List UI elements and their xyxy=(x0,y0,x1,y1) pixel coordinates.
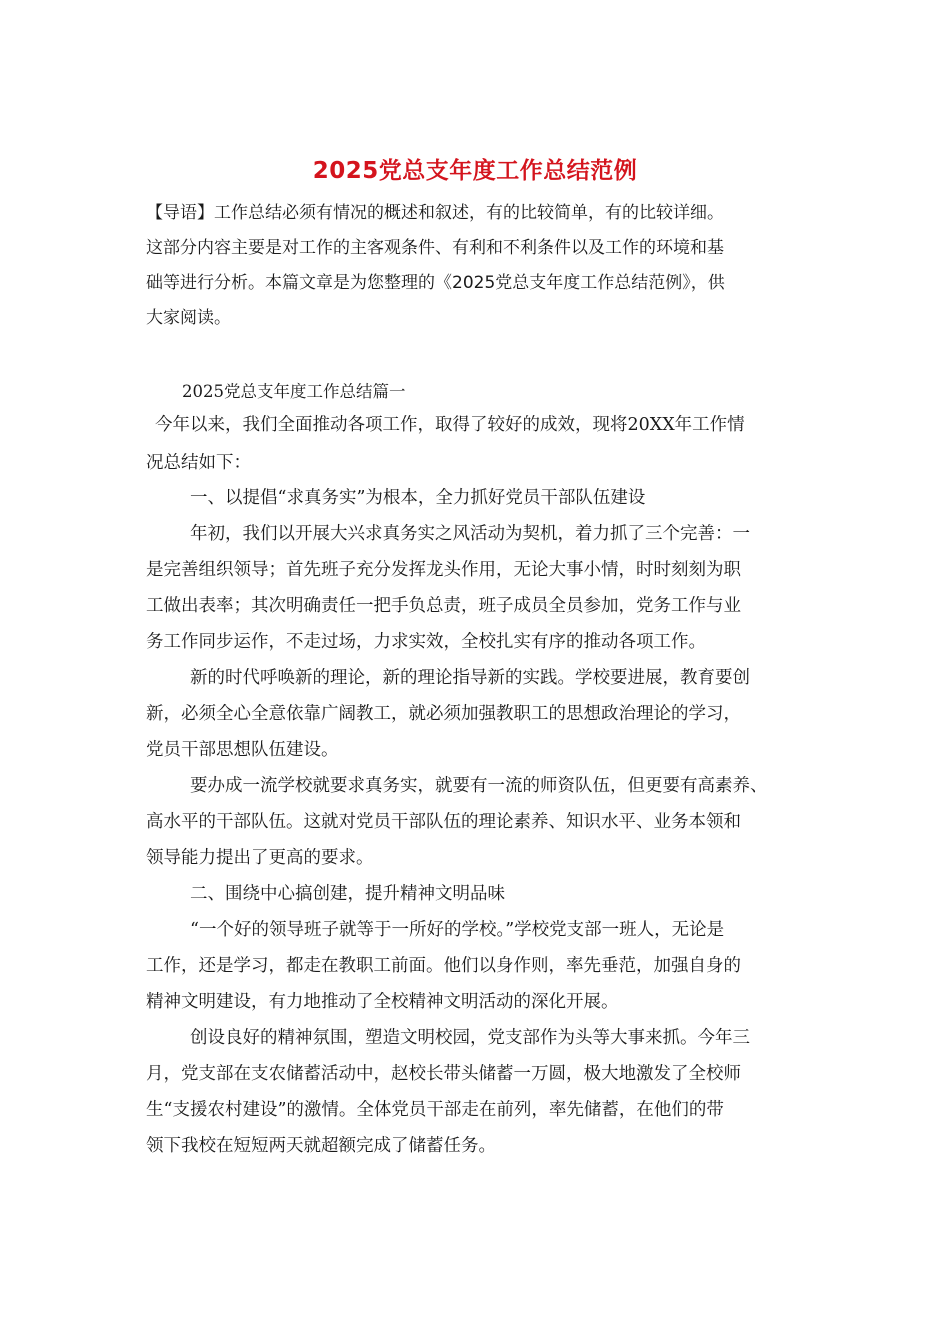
body-line-15: “一个好的领导班子就等于一所好的学校。”学校党支部一班人，无论是 xyxy=(190,920,725,940)
body-line-11: 要办成一流学校就要求真务实，就要有一流的师资队伍，但更要有高素养、 xyxy=(190,776,768,796)
body-line-16: 工作，还是学习，都走在教职工前面。他们以身作则，率先垂范，加强自身的 xyxy=(146,956,741,976)
intro-line-4: 大家阅读。 xyxy=(146,308,231,328)
body-line-12: 高水平的干部队伍。这就对党员干部队伍的理论素养、知识水平、业务本领和 xyxy=(146,812,741,832)
body-line-7: 务工作同步运作，不走过场，力求实效，全校扎实有序的推动各项工作。 xyxy=(146,632,706,652)
body-line-6: 工做出表率；其次明确责任一把手负总责，班子成员全员参加，党务工作与业 xyxy=(146,596,741,616)
body-line-1: 今年以来，我们全面推动各项工作，取得了较好的成效，现将20XX年工作情 xyxy=(155,415,745,435)
body-line-13: 领导能力提出了更高的要求。 xyxy=(146,848,374,868)
body-line-10: 党员干部思想队伍建设。 xyxy=(146,740,339,760)
body-line-9: 新，必须全心全意依靠广阔教工，就必须加强教职工的思想政治理论的学习， xyxy=(146,704,741,724)
body-line-17: 精神文明建设，有力地推动了全校精神文明活动的深化开展。 xyxy=(146,992,619,1012)
intro-line-1: 【导语】工作总结必须有情况的概述和叙述，有的比较简单，有的比较详细。 xyxy=(146,203,724,223)
intro-line-2: 这部分内容主要是对工作的主客观条件、有利和不利条件以及工作的环境和基 xyxy=(146,238,724,258)
body-line-18: 创设良好的精神氛围，塑造文明校园，党支部作为头等大事来抓。今年三 xyxy=(190,1028,750,1048)
subheading-1: 一、以提倡“求真务实”为根本，全力抓好党员干部队伍建设 xyxy=(190,488,646,508)
document-title: 2025党总支年度工作总结范例 xyxy=(312,158,638,184)
body-line-21: 领下我校在短短两天就超额完成了储蓄任务。 xyxy=(146,1136,496,1156)
body-line-8: 新的时代呼唤新的理论，新的理论指导新的实践。学校要进展，教育要创 xyxy=(190,668,750,688)
body-line-5: 是完善组织领导；首先班子充分发挥龙头作用，无论大事小情，时时刻刻为职 xyxy=(146,560,741,580)
body-line-20: 生“支援农村建设”的激情。全体党员干部走在前列，率先储蓄，在他们的带 xyxy=(146,1100,724,1120)
intro-line-3: 础等进行分析。本篇文章是为您整理的《2025党总支年度工作总结范例》，供 xyxy=(146,273,725,293)
subheading-2: 二、围绕中心搞创建，提升精神文明品味 xyxy=(190,884,505,904)
section-heading: 2025党总支年度工作总结篇一 xyxy=(182,382,406,401)
body-line-19: 月，党支部在支农储蓄活动中，赵校长带头储蓄一万圆，极大地激发了全校师 xyxy=(146,1064,741,1084)
body-line-2: 况总结如下： xyxy=(146,453,251,473)
body-line-4: 年初，我们以开展大兴求真务实之风活动为契机，着力抓了三个完善：一 xyxy=(190,524,750,544)
